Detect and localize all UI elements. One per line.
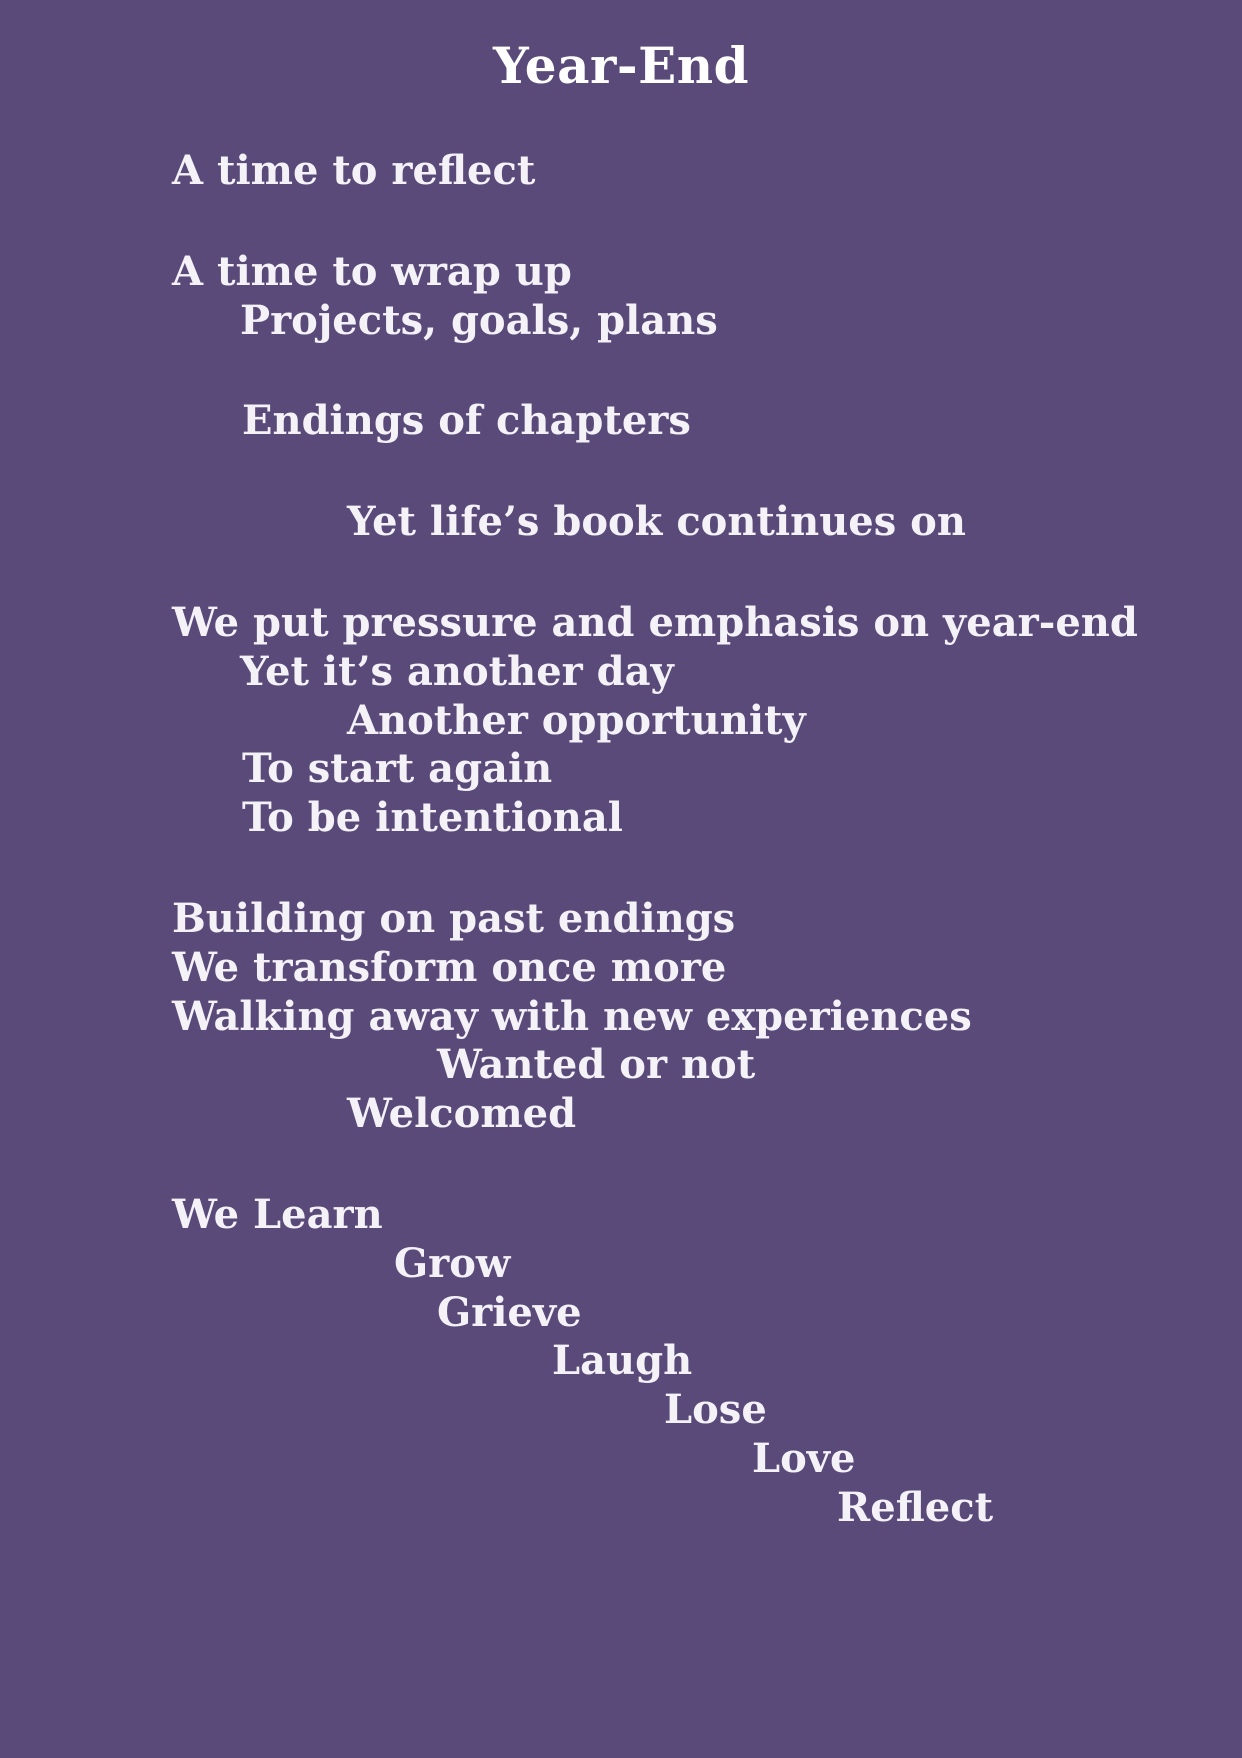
poem-line: Building on past endings [172, 894, 736, 942]
page-title: Year-End [492, 36, 750, 95]
poem-line: Grieve [437, 1288, 582, 1336]
poem-line: A time to reflect [172, 147, 536, 194]
poem-line: Yet life’s book continues on [347, 498, 966, 546]
poem-line: Wanted or not [437, 1041, 756, 1089]
poem-line: To be intentional [242, 794, 623, 842]
poem-line: Welcomed [347, 1090, 577, 1138]
stanza [172, 599, 1202, 843]
stanza [172, 397, 1202, 446]
poem-line: Love [752, 1434, 856, 1482]
poem-line: A time to wrap up [172, 247, 572, 295]
poem-line: To start again [242, 745, 553, 793]
poem-line: Yet it’s another day [240, 647, 674, 695]
poem-body [0, 147, 1242, 1533]
poem-line: Walking away with new experiences [172, 992, 972, 1040]
stanza [172, 147, 1202, 196]
poem-line: We transform once more [172, 943, 727, 991]
poem-line: We put pressure and emphasis on year-end [172, 598, 1138, 646]
poem-line: Endings of chapters [242, 397, 691, 445]
poem-line: Laugh [552, 1337, 693, 1385]
stanza [172, 895, 1202, 1139]
poem-line: We Learn [172, 1190, 383, 1238]
poem-line: Projects, goals, plans [240, 296, 718, 344]
stanza [172, 1191, 1202, 1533]
stanza [172, 248, 1202, 346]
poem-line: Another opportunity [347, 696, 806, 744]
poem-line: Grow [394, 1239, 511, 1287]
stanza [172, 498, 1202, 547]
poem-line: Reflect [837, 1483, 994, 1531]
poem-line: Lose [664, 1386, 767, 1434]
